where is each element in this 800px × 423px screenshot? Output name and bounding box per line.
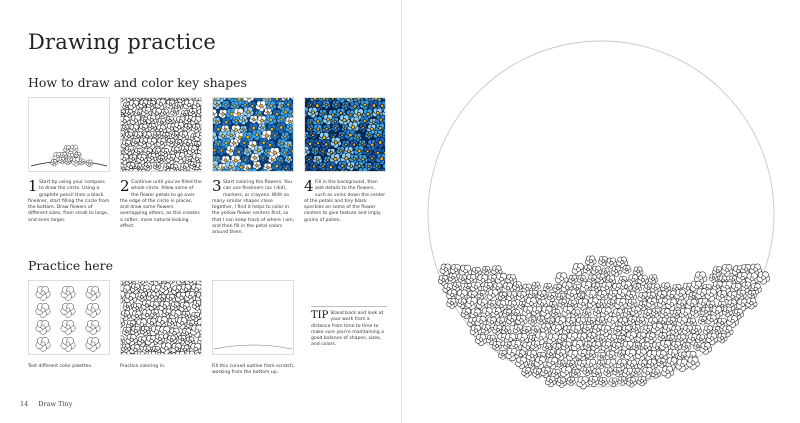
flower-doodle (174, 140, 182, 148)
flower-doodle (157, 138, 167, 148)
tip-label: TIP (311, 310, 329, 321)
flower-doodle (604, 368, 613, 377)
flower-doodle (192, 124, 201, 133)
flower-doodle (682, 343, 691, 352)
practice-canvas-page (402, 0, 800, 423)
step-4-body: Fill in the background, then add details to the flowers, such as veins down the center of the petals and tiny black speckles on some of the flower centers to give texture and imply grains of pollen. (304, 180, 386, 223)
flower-doodle (635, 349, 647, 361)
flower-doodle (61, 286, 75, 300)
flower-doodle (129, 155, 138, 164)
practice-color-palettes (28, 280, 110, 355)
flower-doodle (148, 124, 156, 132)
flower-doodle (171, 108, 179, 116)
flower-doodle (583, 265, 592, 274)
flower-doodle (583, 367, 592, 376)
flower-doodle (513, 324, 524, 334)
flower-doodle (86, 320, 100, 334)
flower-doodle (516, 291, 527, 302)
flower-doodle (166, 100, 175, 109)
step-1-body: Start by using your compass to draw the circle. Using a graphite pencil then a black fineliner, start filling the circle from the bottom. Draw flowers of different sizes, from small to large, and even larger. (28, 180, 110, 223)
flower-doodle (147, 153, 157, 163)
flower-doodle (58, 157, 65, 164)
flower-doodle (522, 367, 532, 377)
flower-doodle (700, 343, 712, 355)
flower-doodle (121, 98, 125, 102)
flower-doodle (157, 156, 165, 164)
flower-doodle (648, 275, 657, 284)
step-2-text (120, 177, 202, 230)
flower-doodle (86, 286, 100, 300)
flower-doodle (138, 281, 147, 284)
flower-doodle (601, 342, 612, 353)
step-2-number: 2 (120, 177, 130, 195)
step-4-illustration (304, 97, 386, 172)
flower-doodle (482, 266, 491, 274)
flower-doodle (637, 376, 647, 386)
step-1-text (28, 177, 110, 224)
flower-doodle (475, 334, 487, 345)
step-3-number: 3 (212, 177, 222, 195)
caption-color-palettes: Test different color palettes. (28, 364, 93, 369)
step-4-number: 4 (304, 177, 314, 195)
flower-doodle (123, 302, 132, 311)
book-title: Draw Tiny (38, 400, 73, 408)
flower-doodle (86, 337, 100, 351)
flower-doodle (652, 308, 661, 317)
flower-doodle (325, 162, 337, 171)
flower-doodle (556, 378, 566, 388)
flower-doodle (582, 309, 591, 318)
flower-doodle (466, 297, 479, 310)
step-3-illustration (212, 97, 294, 172)
step-2-illustration (120, 97, 202, 172)
caption-curved-outline: Fill this curved outline from scratch, working from the bottom up. (212, 364, 295, 376)
page-title: Drawing practice (28, 30, 217, 54)
flower-doodle (65, 159, 71, 165)
flower-doodle (36, 337, 50, 351)
flower-doodle (622, 265, 631, 274)
flower-doodle (721, 264, 733, 276)
caption-coloring-in: Practice coloring in. (120, 364, 166, 369)
flower-doodle (706, 315, 718, 326)
flower-doodle (571, 369, 580, 378)
flower-doodle (572, 263, 585, 276)
flower-doodle (566, 290, 577, 301)
flower-doodle (528, 317, 537, 326)
flower-doodle (36, 303, 50, 317)
flower-doodle (309, 162, 319, 171)
flower-doodle (176, 318, 188, 330)
flower-doodle (611, 266, 621, 276)
flower-doodle (717, 333, 727, 343)
flower-doodle (51, 159, 58, 166)
flower-doodle (716, 291, 728, 303)
section-heading-practice: Practice here (28, 258, 114, 273)
flower-doodle (722, 307, 732, 317)
flower-doodle (121, 336, 125, 345)
flower-doodle (61, 320, 75, 334)
flower-doodle (577, 377, 590, 390)
step-2-body: Continue until you've filled the whole circle. Allow some of the flower petals to go over the edge of the circle in places, and draw some flowers overlapping others, as this creates a softer, more natural-looking effect. (120, 180, 202, 230)
flower-doodle (587, 332, 597, 342)
flower-doodle (541, 367, 552, 377)
flower-doodle (516, 357, 528, 369)
flower-doodle (153, 162, 161, 170)
flower-doodle (86, 303, 100, 317)
flower-doodle (86, 160, 93, 167)
flower-doodle (121, 344, 130, 353)
step-3-text (212, 177, 295, 237)
flower-doodle (61, 337, 75, 351)
flower-doodle (537, 291, 547, 301)
flower-doodle (757, 272, 770, 285)
practice-coloring-in (120, 280, 202, 355)
large-practice-circle (402, 0, 800, 423)
page-number: 14 (20, 400, 29, 408)
flower-doodle (36, 320, 50, 334)
flower-doodle (613, 367, 622, 376)
flower-doodle (36, 286, 50, 300)
tip-text: Stand back and look at your work from a distance from time to time to make sure you're maintaining a good balance of shapes, sizes, and colors. (311, 311, 384, 348)
flower-doodle (167, 138, 176, 147)
section-heading-key-shapes: How to draw and color key shapes (28, 75, 247, 90)
flower-doodle (662, 366, 674, 378)
flower-doodle (168, 319, 177, 328)
flower-doodle (607, 300, 616, 308)
tip-box (311, 306, 387, 349)
flower-doodle (487, 290, 499, 302)
flower-doodle (609, 378, 618, 387)
flower-doodle (140, 326, 150, 335)
flower-doodle (597, 360, 606, 369)
flower-doodle (146, 138, 158, 149)
flower-doodle (481, 325, 491, 335)
step-3-body: Start coloring the flowers. You can use fineliners (as I did), markers, or crayons. With so many similar shapes close together, I find it helps to color in the yellow flower centers first, so that I can keep track of where I am, and then fill in the petal colors around them. (212, 180, 295, 236)
curved-outline (214, 345, 292, 349)
page-footer (20, 400, 82, 408)
flower-doodle (61, 303, 75, 317)
step-4-text (304, 177, 386, 224)
flower-doodle (174, 153, 186, 164)
step-1-number: 1 (28, 177, 38, 195)
flower-doodle (588, 376, 599, 386)
flower-doodle (618, 377, 627, 386)
flower-doodle (547, 292, 556, 301)
step-1-illustration (28, 97, 110, 172)
flower-doodle (545, 376, 556, 387)
practice-curved-outline (212, 280, 294, 355)
flower-doodle (448, 273, 458, 282)
flower-doodle (599, 378, 608, 387)
flower-doodle (626, 377, 636, 387)
